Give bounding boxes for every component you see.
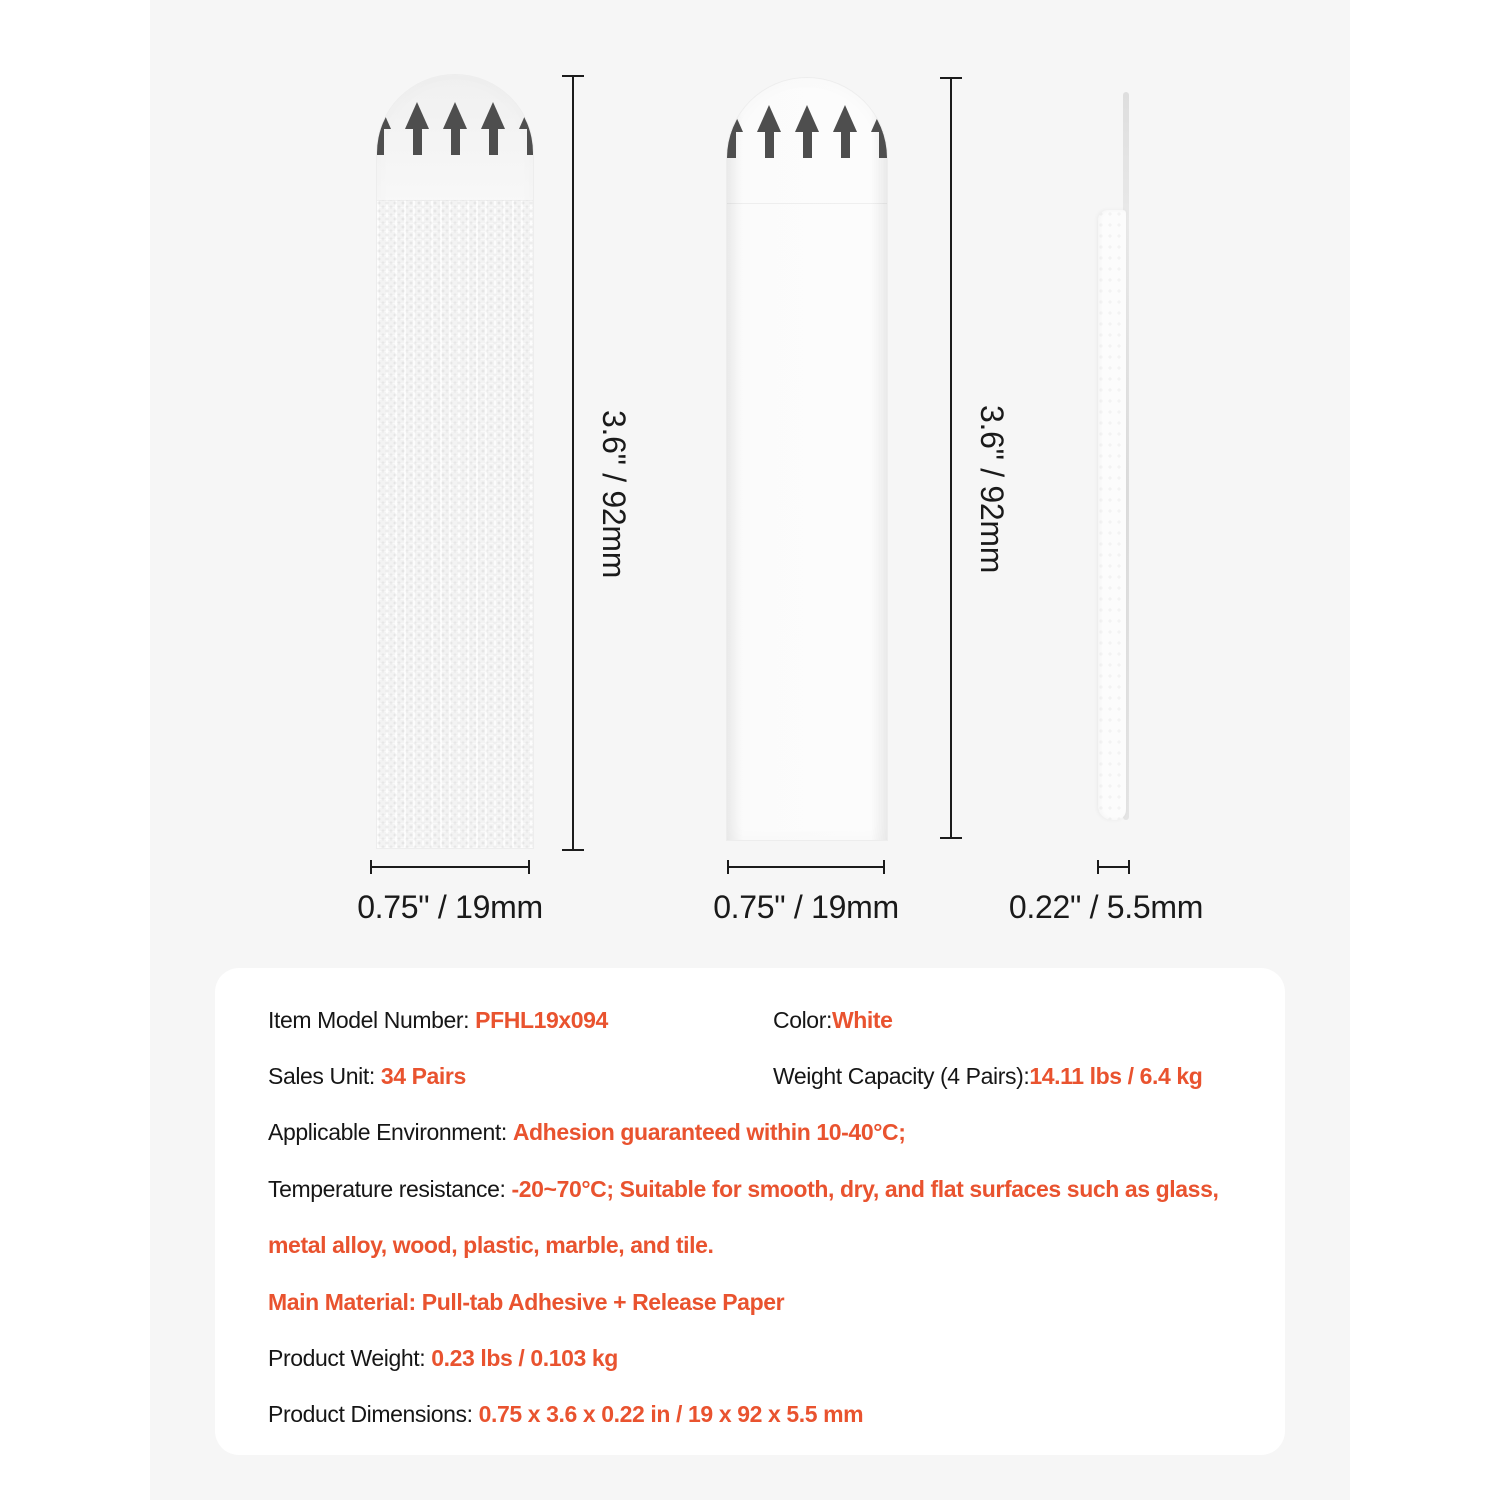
spec-value: PFHL19x094 xyxy=(475,1006,608,1033)
up-arrow-icon xyxy=(833,105,857,158)
spec-value: 14.11 lbs / 6.4 kg xyxy=(1029,1063,1203,1090)
spec-item-material xyxy=(268,1289,784,1316)
dim-line-width-front xyxy=(370,866,530,868)
pull-tab-arrow-row xyxy=(377,102,533,155)
spec-item-temperature xyxy=(268,1176,1218,1203)
dim-line-height-front xyxy=(572,75,574,851)
up-arrow-icon xyxy=(871,105,887,158)
strip-back-view xyxy=(727,78,887,840)
spec-label: Color: xyxy=(773,1006,832,1033)
spec-row-material xyxy=(268,1274,1275,1330)
spec-row-environment xyxy=(268,1105,1275,1161)
strip-side-view xyxy=(1091,92,1129,820)
spec-label: Product Weight: xyxy=(268,1345,432,1372)
tab-boundary-line xyxy=(727,203,887,204)
spec-row-temperature xyxy=(268,1161,1275,1217)
spec-value: 0.75 x 3.6 x 0.22 in / 19 x 92 x 5.5 mm xyxy=(478,1401,864,1428)
spec-item-sales-unit xyxy=(268,1063,466,1090)
dim-line-thickness-side xyxy=(1097,866,1130,868)
spec-item-weight xyxy=(268,1345,618,1372)
spec-card xyxy=(215,968,1285,1455)
up-arrow-icon xyxy=(795,105,819,158)
hook-loop-texture xyxy=(377,200,533,848)
spec-label: Applicable Environment: xyxy=(268,1119,513,1146)
dim-line-height-back xyxy=(950,77,952,839)
spec-row-model-color xyxy=(268,992,1275,1048)
spec-label: Sales Unit: xyxy=(268,1063,381,1090)
product-dimension-canvas xyxy=(150,0,1350,1500)
up-arrow-icon xyxy=(405,102,429,155)
spec-row-unit-capacity xyxy=(268,1048,1275,1104)
dim-label-width-back: 0.75" / 19mm xyxy=(713,889,899,925)
up-arrow-icon xyxy=(481,102,505,155)
up-arrow-icon xyxy=(443,102,467,155)
up-arrow-icon xyxy=(519,102,533,155)
foam-adhesive-edge xyxy=(1098,210,1126,820)
spec-item-color xyxy=(773,992,893,1048)
dim-label-height-front: 3.6" / 92mm xyxy=(596,409,632,579)
spec-label: Product Dimensions: xyxy=(268,1401,479,1428)
dim-line-width-back xyxy=(727,866,885,868)
spec-value: Adhesion guaranteed within 10-40°C; xyxy=(512,1119,906,1146)
dim-label-width-front: 0.75" / 19mm xyxy=(357,889,543,925)
spec-value: 0.23 lbs / 0.103 kg xyxy=(431,1345,618,1372)
spec-row-weight xyxy=(268,1330,1275,1386)
spec-value: Main Material: Pull-tab Adhesive + Release Paper xyxy=(268,1288,785,1315)
dim-label-thickness-side: 0.22" / 5.5mm xyxy=(1008,889,1204,925)
up-arrow-icon xyxy=(727,105,743,158)
pull-tab-arrow-row xyxy=(727,105,887,158)
spec-value: 34 Pairs xyxy=(380,1063,466,1090)
spec-label: Item Model Number: xyxy=(268,1006,476,1033)
spec-value: White xyxy=(831,1006,893,1033)
spec-value: metal alloy, wood, plastic, marble, and tile. xyxy=(268,1232,714,1259)
spec-value: -20~70°C; Suitable for smooth, dry, and flat surfaces such as glass, xyxy=(511,1175,1219,1202)
dim-label-height-back: 3.6" / 92mm xyxy=(974,404,1010,574)
strip-front-view xyxy=(377,75,533,848)
spec-label: Weight Capacity (4 Pairs): xyxy=(773,1063,1030,1090)
spec-label: Temperature resistance: xyxy=(268,1175,512,1202)
spec-item-environment xyxy=(268,1119,905,1146)
up-arrow-icon xyxy=(757,105,781,158)
up-arrow-icon xyxy=(377,102,391,155)
spec-item-temperature-cont xyxy=(268,1232,714,1259)
spec-item-weight-capacity xyxy=(773,1048,1202,1104)
spec-item-model xyxy=(268,1007,608,1034)
spec-row-temperature-cont xyxy=(268,1218,1275,1274)
spec-item-dimensions xyxy=(268,1401,863,1428)
spec-row-dimensions xyxy=(268,1387,1275,1443)
